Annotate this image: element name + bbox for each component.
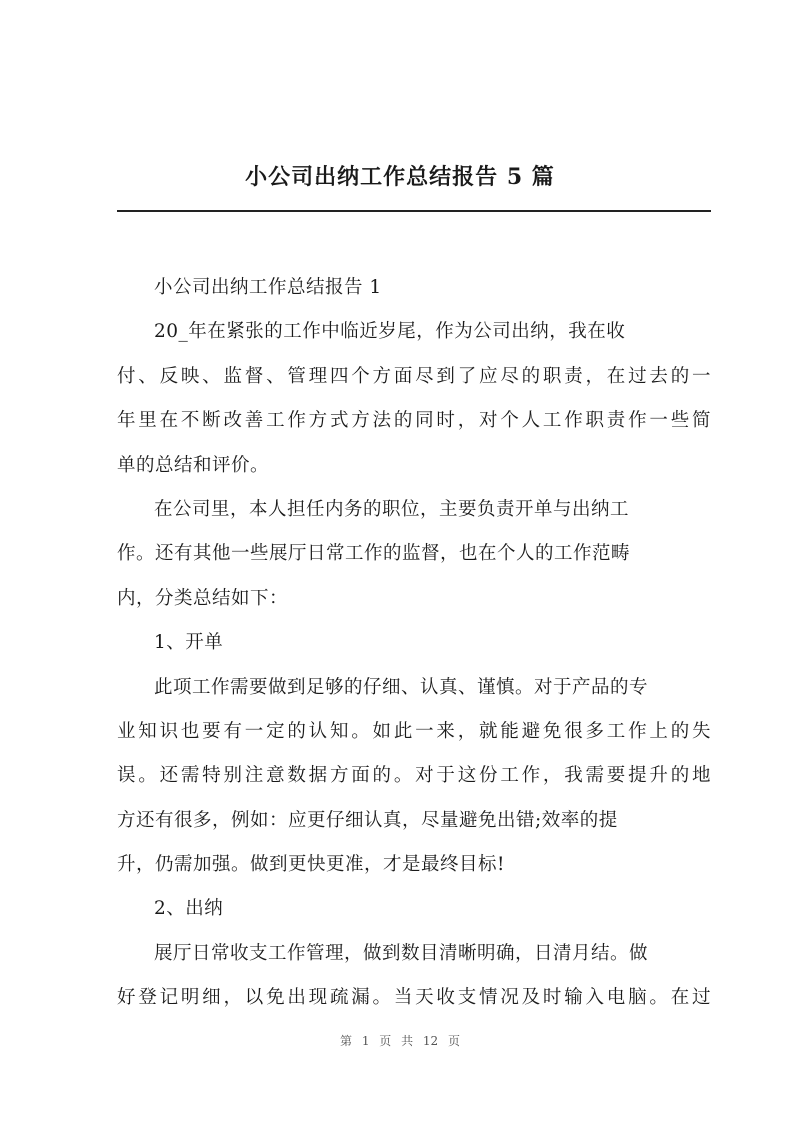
document-body [117,266,711,1021]
list-heading: 2、出纳 [154,898,224,920]
list-heading: 1、开单 [154,632,224,654]
paragraph-line: 好登记明细，以免出现疏漏。当天收支情况及时输入电脑。在过 [117,987,711,1009]
title-underline [117,210,711,212]
paragraph-line: 此项工作需要做到足够的仔细、认真、谨慎。对于产品的专 [154,676,649,698]
paragraph-line: 升，仍需加强。做到更快更准，才是最终目标! [117,854,505,876]
paragraph-line: 在公司里，本人担任内务的职位，主要负责开单与出纳工 [154,498,630,520]
paragraph-line: 展厅日常收支工作管理，做到数目清晰明确，日清月结。做 [154,942,649,964]
paragraph-line: 作。还有其他一些展厅日常工作的监督，也在个人的工作范畴 [117,543,631,565]
paragraph-line: 业知识也要有一定的认知。如此一来，就能避免很多工作上的失 [117,720,711,742]
page-footer: 第 1 页 共 12 页 [340,1034,460,1048]
paragraph-line: 单的总结和评价。 [117,454,270,476]
section-heading: 小公司出纳工作总结报告 1 [154,277,382,298]
paragraph-line: 年里在不断改善工作方式方法的同时，对个人工作职责作一些简 [117,410,711,432]
paragraph-line: 方还有很多，例如：应更仔细认真，尽量避免出错;效率的提 [117,809,618,831]
paragraph-line: 误。还需特别注意数据方面的。对于这份工作，我需要提升的地 [117,765,711,787]
paragraph-line: 付、反映、监督、管理四个方面尽到了应尽的职责，在过去的一 [117,365,711,387]
paragraph-line: 20_年在紧张的工作中临近岁尾，作为公司出纳，我在收 [154,321,626,343]
paragraph-line: 内，分类总结如下： [117,587,289,609]
document-title: 小公司出纳工作总结报告 5 篇 [245,164,555,190]
